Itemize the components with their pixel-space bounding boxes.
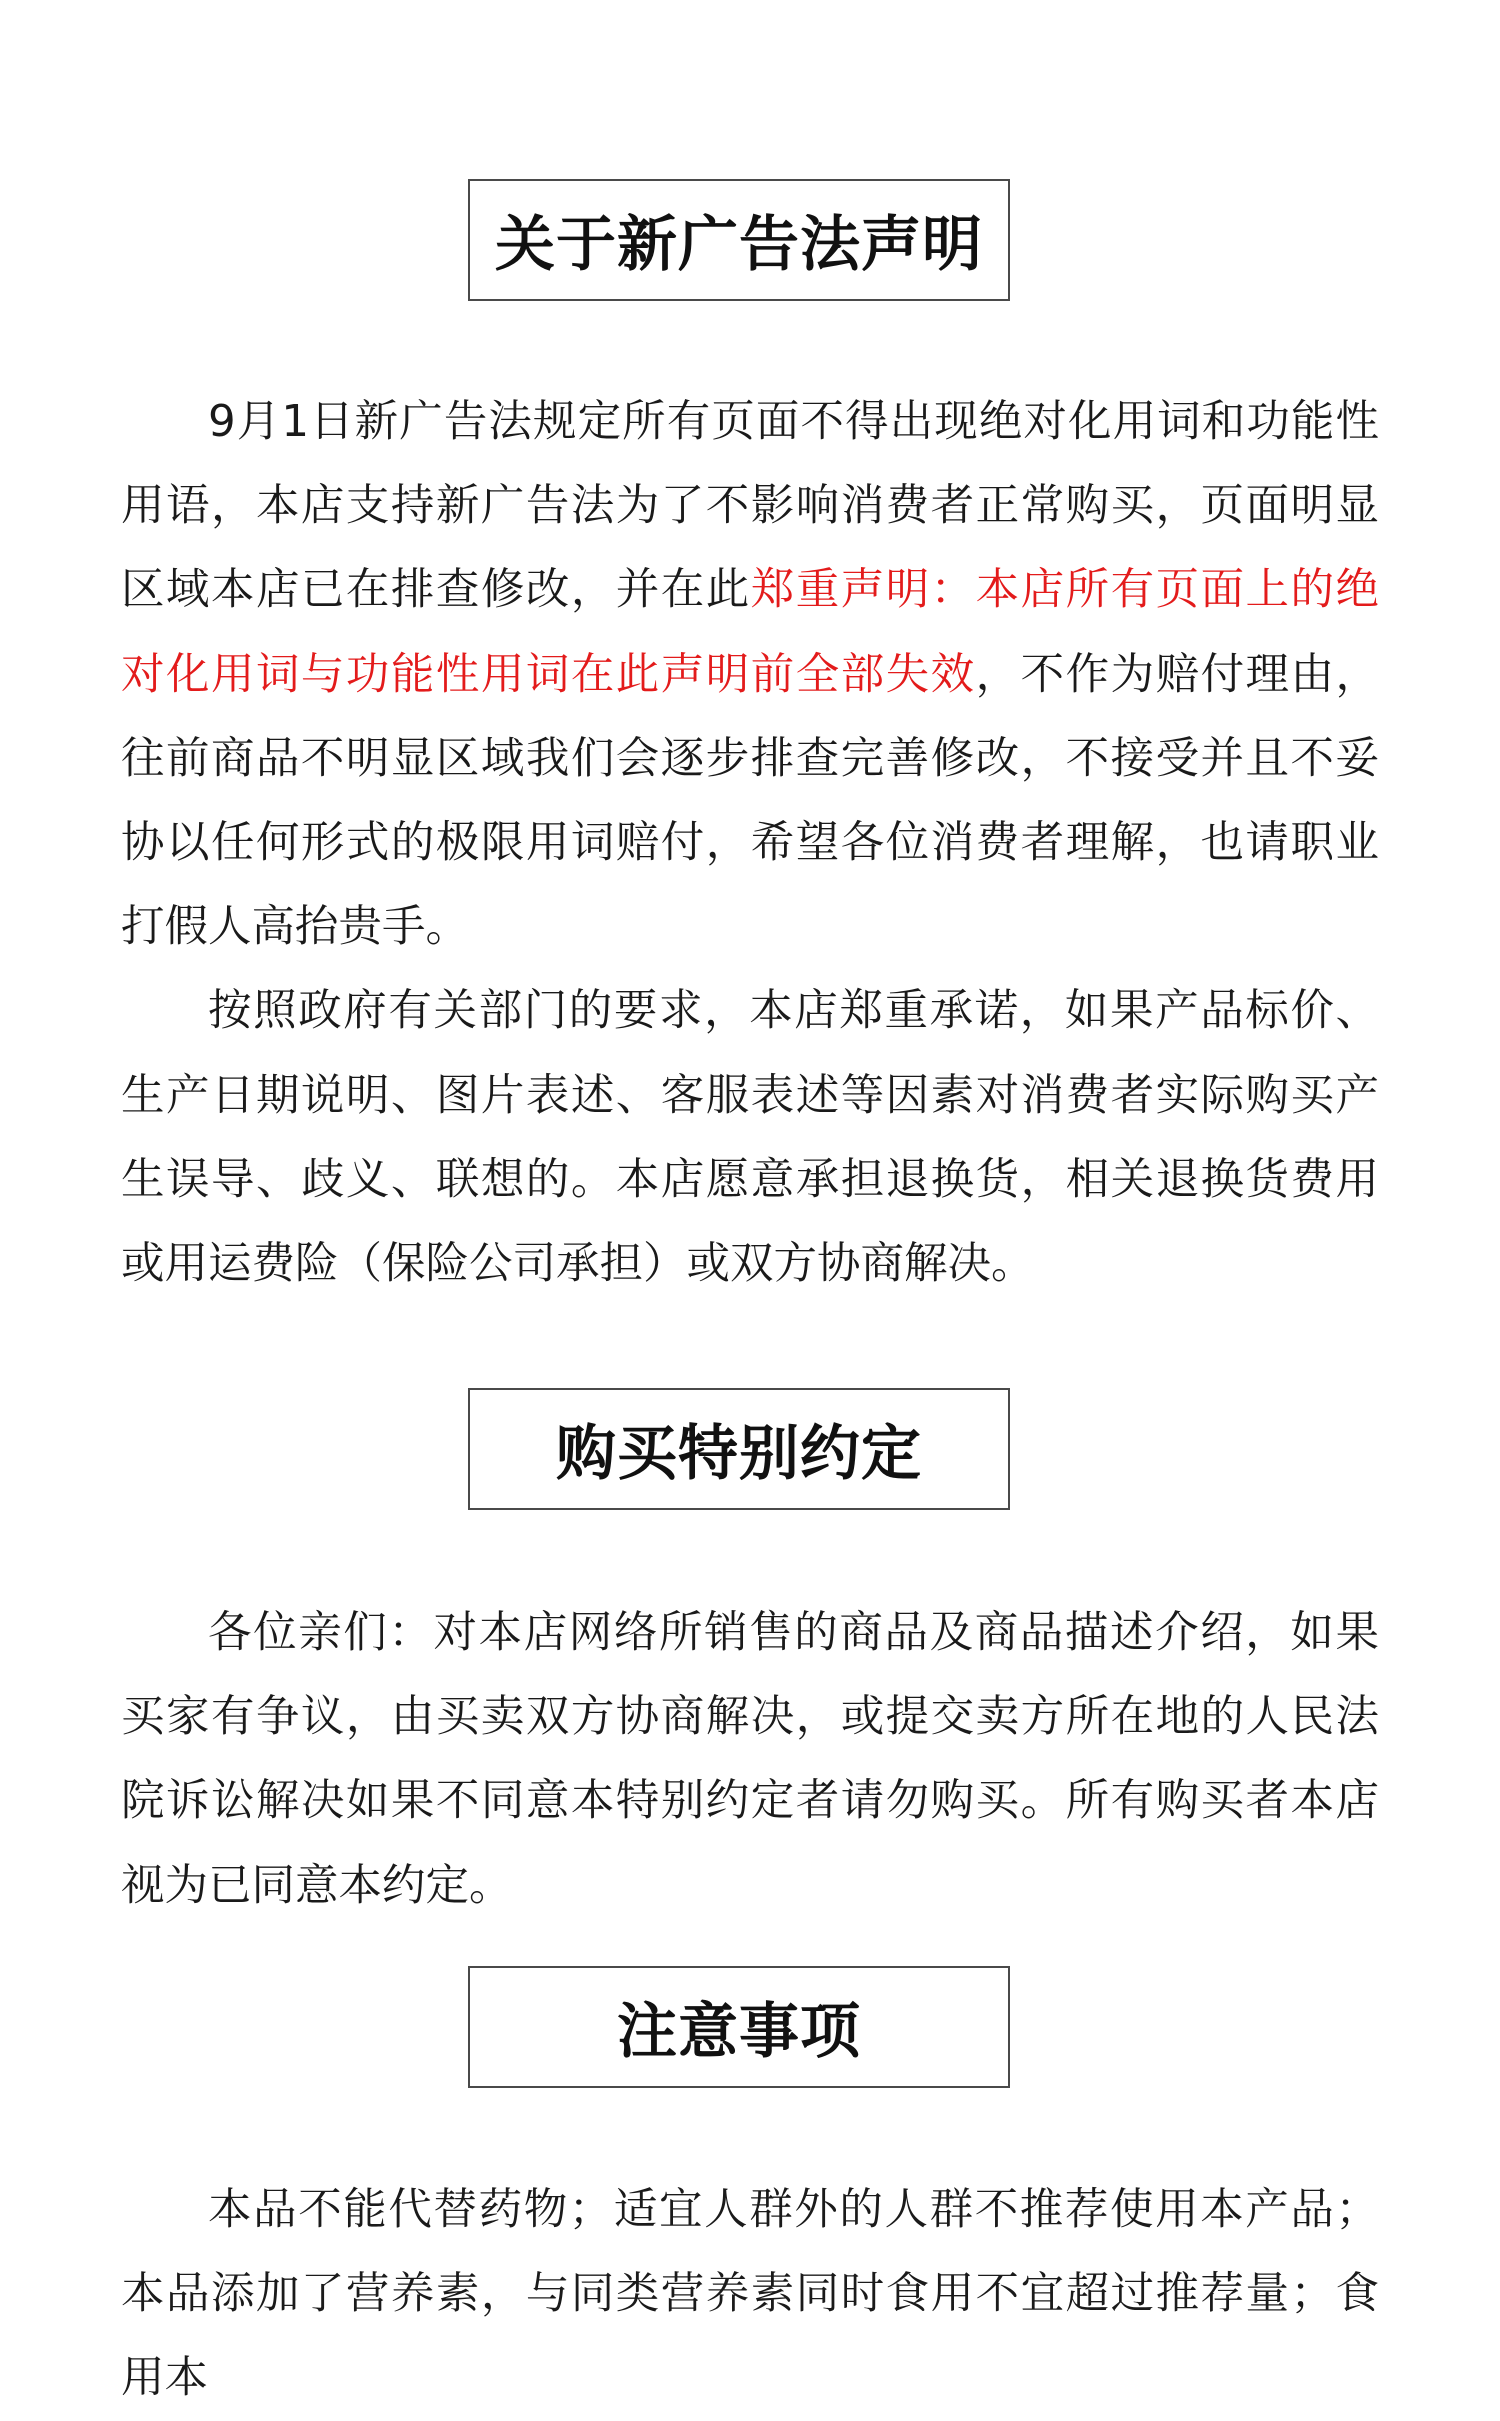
purchase-agreement-paragraph: 各位亲们：对本店网络所销售的商品及商品描述介绍，如果买家有争议，由买卖双方协商解决，或提交卖方所在地的人民法院诉讼解决如果不同意本特别约定者请勿购买。所有购买者本店视为已同意本约定。	[121, 1608, 1379, 1911]
precautions-heading: 注意事项	[468, 1966, 1010, 2088]
purchase-agreement-heading: 购买特别约定	[468, 1388, 1010, 1510]
precautions-paragraph: 本品不能代替药物；适宜人群外的人群不推荐使用本产品；本品添加了营养素，与同类营养素同时食用不宜超过推荐量；食用本	[121, 2185, 1379, 2404]
ad-law-text-after: ，不作为赔付理由，往前商品不明显区域我们会逐步排查完善修改，不接受并且不妥协以任何形式的极限用词赔付，希望各位消费者理解，也请职业打假人高抬贵手。	[121, 649, 1380, 953]
ad-law-statement-heading: 关于新广告法声明	[468, 179, 1010, 301]
ad-law-paragraph-1	[121, 380, 1379, 969]
ad-law-text-before: 9月1日新广告法规定所有页面不得出现绝对化用词和功能性用语，本店支持新广告法为了不影响消费者正常购买，页面明显区域本店已在排查修改，并在此	[121, 397, 1379, 616]
precautions-body	[121, 2168, 1379, 2421]
ad-law-highlight-declaration: 郑重声明：本店所有页面上的绝对化用词与功能性用词在此声明前全部失效	[121, 565, 1380, 700]
ad-law-statement-body	[121, 380, 1379, 1306]
ad-law-paragraph-2: 按照政府有关部门的要求，本店郑重承诺，如果产品标价、生产日期说明、图片表述、客服表述等因素对消费者实际购买产生误导、歧义、联想的。本店愿意承担退换货，相关退换货费用或用运费险（保险公司承担）或双方协商解决。	[121, 986, 1379, 1290]
purchase-agreement-body	[121, 1591, 1379, 1928]
